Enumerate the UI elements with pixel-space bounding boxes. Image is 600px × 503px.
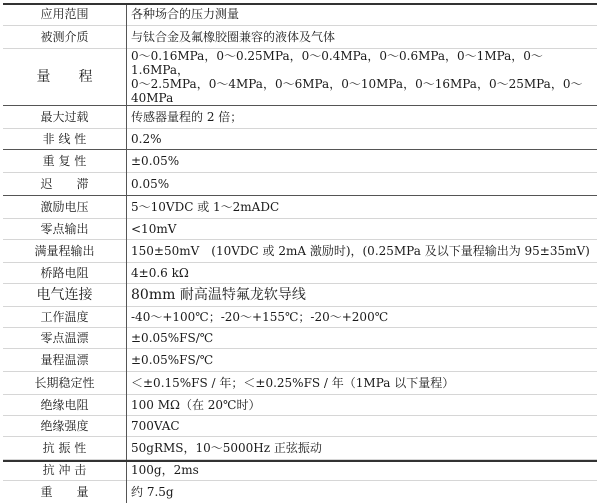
table-row	[3, 3, 597, 26]
row-value: ±0.05%FS/℃	[127, 328, 598, 349]
range-line-2: 0～2.5MPa，0～4MPa，0～6MPa，0～10MPa，0～16MPa，0～25MPa，0～40MPa	[131, 77, 593, 105]
range-line-1: 0～0.16MPa，0～0.25MPa，0～0.4MPa，0～0.6MPa，0～1MPa，0～1.6MPa，	[131, 49, 593, 77]
row-value: <10mV	[127, 219, 598, 240]
row-label: 应用范围	[3, 3, 127, 26]
row-label: 工作温度	[3, 307, 127, 328]
row-value: 与钛合金及氟橡胶圈兼容的液体及气体	[127, 26, 598, 49]
row-value: 0.2%	[127, 129, 598, 150]
table-row	[3, 106, 597, 129]
table-row	[3, 416, 597, 437]
row-value: 50gRMS，10～5000Hz 正弦振动	[127, 437, 598, 460]
table-row	[3, 26, 597, 49]
row-label: 被测介质	[3, 26, 127, 49]
row-label: 最大过载	[3, 106, 127, 129]
table-row	[3, 240, 597, 263]
row-value: ±0.05%	[127, 150, 598, 173]
row-value: ±0.05%FS/℃	[127, 349, 598, 372]
row-value: ＜±0.15%FS / 年；＜±0.25%FS / 年（1MPa 以下量程）	[127, 372, 598, 395]
row-value: 150±50mV (10VDC 或 2mA 激励时)，(0.25MPa 及以下量程输出为 95±35mV)	[127, 240, 598, 263]
row-label: 激励电压	[3, 196, 127, 219]
row-value: 5～10VDC 或 1～2mADC	[127, 196, 598, 219]
row-label: 量程温漂	[3, 349, 127, 372]
row-label: 抗 冲 击	[3, 460, 127, 481]
table-row	[3, 460, 597, 481]
table-row	[3, 395, 597, 416]
row-label: 量 程	[3, 49, 127, 106]
table-row	[3, 150, 597, 173]
table-row	[3, 173, 597, 196]
row-value: -40～+100℃；-20～+155℃；-20～+200℃	[127, 307, 598, 328]
table-row	[3, 284, 597, 307]
row-label: 绝缘电阻	[3, 395, 127, 416]
table-row	[3, 263, 597, 284]
row-label: 电气连接	[3, 284, 127, 307]
row-value: 传感器量程的 2 倍；	[127, 106, 598, 129]
row-value: 100g，2ms	[127, 460, 598, 481]
row-value: 各种场合的压力测量	[127, 3, 598, 26]
table-row	[3, 196, 597, 219]
table-row	[3, 437, 597, 460]
row-value: 4±0.6 kΩ	[127, 263, 598, 284]
row-value: 80mm 耐高温特氟龙软导线	[127, 284, 598, 307]
row-label: 重 复 性	[3, 150, 127, 173]
table-row	[3, 481, 597, 503]
row-value	[127, 49, 598, 106]
row-label: 桥路电阻	[3, 263, 127, 284]
row-label: 重 量	[3, 481, 127, 503]
row-label: 满量程输出	[3, 240, 127, 263]
row-label: 迟 滞	[3, 173, 127, 196]
table-row	[3, 307, 597, 328]
row-value: 约 7.5g	[127, 481, 598, 503]
spec-table	[3, 3, 597, 503]
table-row	[3, 349, 597, 372]
row-value: 100 MΩ（在 20℃时）	[127, 395, 598, 416]
row-label: 零点温漂	[3, 328, 127, 349]
table-row	[3, 372, 597, 395]
table-row	[3, 219, 597, 240]
row-label: 零点输出	[3, 219, 127, 240]
row-label: 绝缘强度	[3, 416, 127, 437]
row-label: 长期稳定性	[3, 372, 127, 395]
row-value: 0.05%	[127, 173, 598, 196]
row-value: 700VAC	[127, 416, 598, 437]
row-label: 非 线 性	[3, 129, 127, 150]
table-row	[3, 49, 597, 106]
table-row	[3, 328, 597, 349]
table-row	[3, 129, 597, 150]
row-label: 抗 振 性	[3, 437, 127, 460]
